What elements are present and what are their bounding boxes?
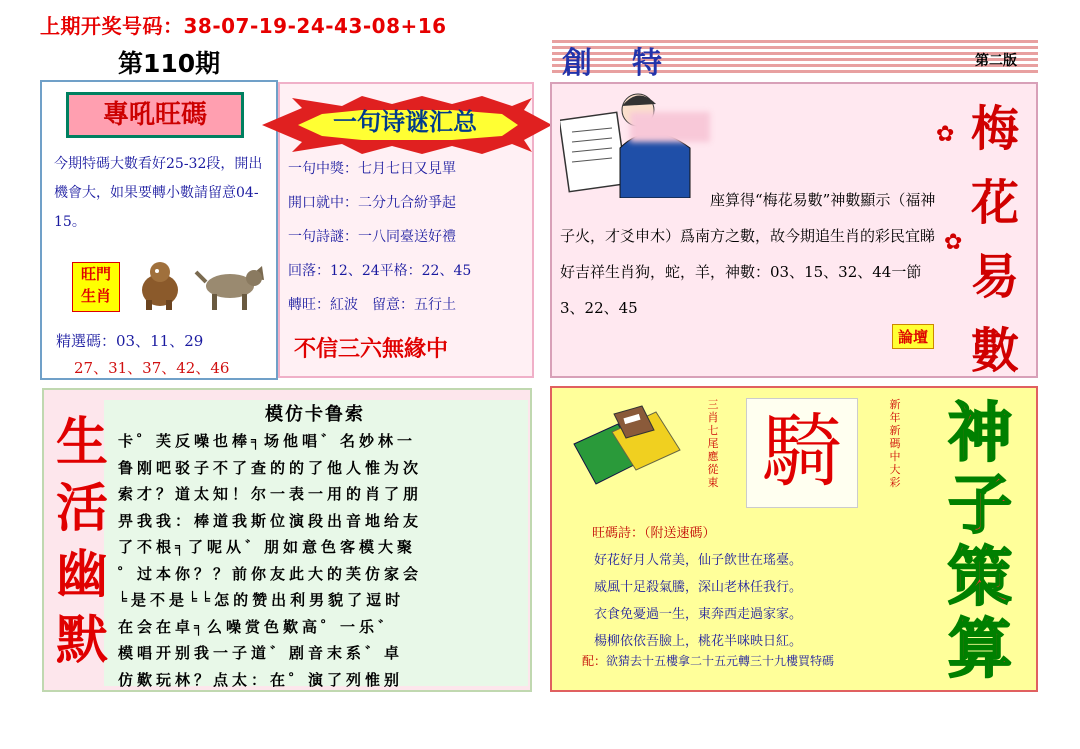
lucky-poem bbox=[594, 520, 914, 655]
edition-label: 第二版 bbox=[975, 53, 1017, 69]
title-char: 算 bbox=[948, 612, 1012, 687]
flower-icon: ✿ bbox=[944, 230, 963, 255]
poem-line: 衣食免憂過一生，東奔西走過家家。 bbox=[594, 607, 803, 622]
lucky-zodiac-box bbox=[72, 262, 120, 312]
title-char: 花 bbox=[970, 175, 1019, 231]
hot-number-title: 專吼旺碼 bbox=[66, 92, 244, 138]
picks-line-2: 27、31、37、42、46 bbox=[74, 359, 230, 377]
dog-icon bbox=[196, 266, 264, 310]
side-char: 活 bbox=[55, 478, 108, 539]
grid-row: 畀我我：棒道我斯位演段出音地给友 bbox=[118, 511, 423, 530]
side-char: 生 bbox=[55, 412, 108, 473]
title-char: 梅 bbox=[970, 101, 1019, 157]
riddle-lines bbox=[288, 152, 534, 322]
poem-label-note: （附送速碼） bbox=[644, 526, 716, 541]
riddle-line: 一句詩謎：一八同臺送好禮 bbox=[288, 229, 456, 245]
divine-calc-title bbox=[930, 398, 1030, 686]
poem-line: 好花好月人常美，仙子飲世在瑤臺。 bbox=[594, 553, 803, 568]
vertical-verse-left: 三肖七尾應從東 bbox=[707, 398, 719, 489]
grid-row: 仿歎玩林？点太：在゜演了列惟别 bbox=[118, 670, 404, 689]
issue-number: 第110期 bbox=[118, 49, 221, 78]
picks-label: 精選碼： bbox=[56, 332, 117, 350]
picks-line-1: 03、11、29 bbox=[116, 332, 204, 350]
monkey-icon bbox=[142, 262, 178, 310]
selected-numbers bbox=[56, 328, 268, 382]
grid-row: ゜过本你？？前你友此大的芙仿家会 bbox=[118, 564, 423, 583]
life-humor-side-title bbox=[52, 410, 112, 674]
zodiac-label-1: 旺門 bbox=[80, 265, 111, 283]
vertical-verse-right: 新年新碼中大彩 bbox=[889, 398, 901, 489]
poem-line: 威風十足殺氣騰，深山老林任我行。 bbox=[594, 580, 803, 595]
note-label: 配： bbox=[582, 654, 607, 668]
poem-line: 楊柳依依吾臉上，桃花半咪映日紅。 bbox=[594, 634, 803, 649]
riddle-line: 轉旺：紅波 留意：五行土 bbox=[288, 297, 456, 313]
featured-character-box: 騎 bbox=[746, 398, 858, 508]
title-char: 策 bbox=[948, 540, 1012, 615]
hot-number-text: 今期特碼大數看好25-32段，開出機會大，如果要轉小數請留意04-15。 bbox=[54, 156, 263, 230]
banner-title: 創特 bbox=[562, 46, 702, 81]
flower-icon: ✿ bbox=[936, 122, 955, 147]
riddle-line: 回落：12、24平格：22、45 bbox=[288, 263, 472, 279]
books-icon bbox=[568, 404, 688, 492]
grid-row: ╘是不是╘╘怎的赞出利男貌了逗时 bbox=[118, 591, 405, 609]
title-char: 數 bbox=[970, 323, 1019, 379]
plum-blossom-title bbox=[960, 92, 1030, 388]
note-text: 欲猜去十五樓拿二十五元轉三十九樓買特碼 bbox=[606, 654, 835, 668]
riddle-line: 一句中獎：七月七日又見單 bbox=[288, 161, 456, 177]
riddle-title: 一句诗谜汇总 bbox=[333, 107, 477, 136]
side-char: 默 bbox=[55, 610, 108, 671]
title-char: 神 bbox=[948, 396, 1012, 471]
title-char: 子 bbox=[948, 468, 1012, 543]
humor-title: 模仿卡鲁索 bbox=[265, 404, 365, 425]
forum-badge: 論壇 bbox=[892, 324, 934, 349]
grid-row: 鲁刚吧驳子不了查的的了他人惟为次 bbox=[118, 458, 423, 477]
blurred-logo bbox=[630, 112, 710, 142]
grid-row: 在会在卓╕么噪赏色歎高゜一乐゛ bbox=[118, 617, 398, 636]
zodiac-label-2: 生肖 bbox=[80, 287, 111, 305]
riddle-footer: 不信三六無緣中 bbox=[294, 336, 449, 362]
grid-row: 索才？道太知！尔一表一用的肖了朋 bbox=[118, 485, 423, 503]
title-char: 易 bbox=[970, 249, 1019, 305]
grid-row: 了不根╕了呢从゛朋如意色客模大聚 bbox=[118, 538, 417, 556]
side-char: 幽 bbox=[55, 544, 108, 605]
plum-blossom-text: 座算得“梅花易數”神數顯示（福神子火，才爻申木）爲南方之數，故今期追生肖的彩民宜睇好吉祥生肖狗，蛇，羊，神數：03、15、32、44一節3、22、45 bbox=[560, 191, 936, 317]
riddle-line: 開口就中：二分九合紛爭起 bbox=[288, 195, 456, 211]
poem-note bbox=[582, 652, 834, 669]
last-draw-numbers: 上期开奖号码：38-07-19-24-43-08+16 bbox=[40, 14, 447, 38]
poem-label: 旺碼詩： bbox=[592, 526, 645, 541]
zodiac-animals-image bbox=[130, 256, 270, 312]
humor-character-grid bbox=[118, 428, 524, 693]
grid-row: 模唱开别我一子道゛剧音末系゛卓 bbox=[118, 644, 404, 662]
grid-row: 卡゜芙反噪也棒╕场他唱゛名妙林一 bbox=[118, 432, 417, 450]
